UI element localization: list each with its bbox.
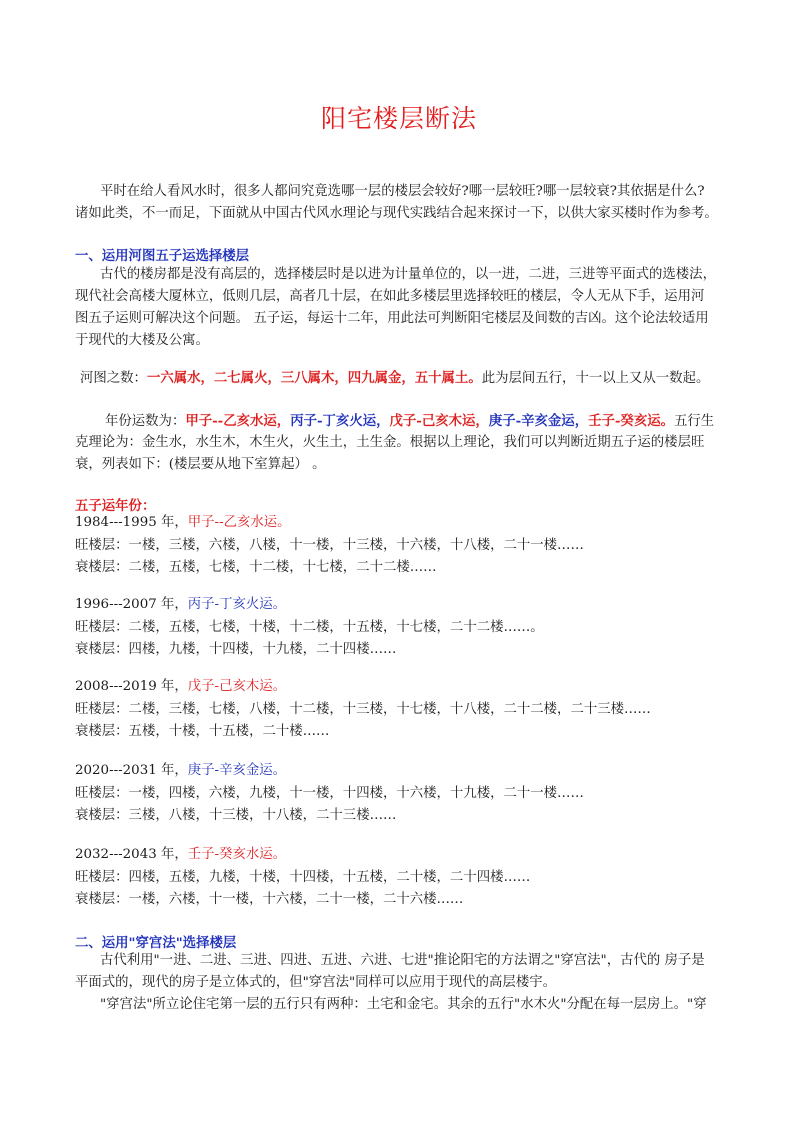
- section1-para-line-4: 于现代的大楼及公寓。: [75, 333, 209, 348]
- wuzi-wang-line: 旺楼层：一楼，三楼，六楼，八楼，十一楼，十三楼，十六楼，十八楼，二十一楼……: [75, 537, 584, 553]
- yun-wood: 戊子-己亥木运，: [389, 413, 489, 429]
- wuzi-shuai-line: 衰楼层：三楼，八楼，十三楼，十八楼，二十三楼……: [75, 808, 397, 823]
- section2-line-1: 古代利用"一进、二进、三进、四进、五进、六进、七进"推论阳宅的方法谓之"穿宫法"，古代的 房子是: [100, 953, 705, 968]
- section2-line-3: "穿宫法"所立论住宅第一层的五行只有两种：土宅和金宅。其余的五行"水木火"分配在每一层房上。"穿: [100, 997, 707, 1012]
- intro-line-2: 诸如此类，不一而足，下面就从中国古代风水理论与现代实践结合起来探讨一下，以供大家买楼时作为参考。: [75, 206, 718, 221]
- wuzi-group-5: [75, 844, 530, 912]
- wuzi-group-2: [75, 594, 544, 662]
- wuzi-yun: 壬子-癸亥水运。: [187, 847, 287, 862]
- section1-para-line-1: 古代的楼房都是没有高层的，选择楼层时是以进为计量单位的，以一进，二进，三进等平面式的选楼法，: [100, 267, 716, 282]
- wuzi-heading: 五子运年份：: [75, 498, 156, 514]
- yun-suffix: 五行生: [674, 414, 715, 429]
- wuzi-group-1: [75, 512, 584, 580]
- yun-water-2: 壬子-癸亥运。: [588, 413, 674, 429]
- wuzi-shuai-line: 衰楼层：四楼，九楼，十四楼，十九楼，二十四楼……: [75, 642, 397, 657]
- wuzi-years: 2008---2019 年，: [75, 679, 188, 694]
- section1-para-line-3: 图五子运则可解决这个问题。 五子运，每运十二年，用此法可判断阳宅楼层及间数的吉凶。这个论法较适用: [75, 311, 709, 326]
- yun-fire: 丙子-丁亥火运，: [290, 413, 390, 429]
- wuzi-yun: 庚子-辛亥金运。: [187, 763, 287, 778]
- wuzi-year-line: [75, 844, 530, 867]
- hetu-suffix: 此为层间五行，十一以上又从一数起。: [481, 371, 710, 386]
- page-title: 阳宅楼层断法: [320, 104, 477, 133]
- wuzi-shuai-line: 衰楼层：一楼，六楼，十一楼，十六楼，二十一楼，二十六楼……: [75, 892, 464, 907]
- section1-heading: 一、运用河图五子运选择楼层: [75, 248, 250, 264]
- yun-water: 甲子--乙亥水运，: [185, 413, 291, 429]
- intro-line-1: 平时在给人看风水时，很多人都问究竟选哪一层的楼层会较好?哪一层较旺?哪一层较衰?其依据是什么?: [100, 184, 705, 199]
- hetu-elements: 一六属水，二七属火，三八属木，四九属金，五十属土。: [146, 370, 482, 386]
- yun-metal: 庚子-辛亥金运，: [488, 413, 589, 429]
- wuzi-yun: 甲子--乙亥水运。: [187, 515, 291, 530]
- wuzi-years: 2020---2031 年，: [75, 763, 188, 778]
- wuzi-yun: 丙子-丁亥火运。: [187, 597, 287, 612]
- wuzi-year-line: [75, 594, 544, 617]
- wuzi-group-3: [75, 676, 651, 744]
- wuzi-group-4: [75, 760, 584, 828]
- wuzi-wang-line: 旺楼层：一楼，四楼，六楼，九楼，十一楼，十四楼，十六楼，十九楼，二十一楼……: [75, 785, 584, 801]
- wuzi-wang-line: 旺楼层：四楼，五楼，九楼，十楼，十四楼，十五楼，二十楼，二十四楼……: [75, 869, 531, 885]
- yun-line-3: 衰，列表如下：(楼层要从地下室算起） 。: [75, 457, 326, 472]
- wuzi-wang-line: 旺楼层：二楼，五楼，七楼，十楼，十二楼，十五楼，十七楼，二十二楼……。: [75, 619, 544, 635]
- wuzi-shuai-line: 衰楼层：二楼，五楼，七楼，十二楼，十七楼，二十二楼……: [75, 560, 437, 575]
- section2-line-2: 平面式的，现代的房子是立体式的，但"穿宫法"同样可以应用于现代的高层楼宇。: [75, 975, 556, 990]
- section2-heading: 二、运用"穿宫法"选择楼层: [75, 935, 237, 951]
- yun-prefix: 年份运数为：: [105, 414, 186, 429]
- yun-line-1: [105, 410, 714, 433]
- wuzi-years: 1996---2007 年，: [75, 597, 188, 612]
- wuzi-years: 2032---2043 年，: [75, 847, 188, 862]
- hetu-line: [80, 367, 709, 390]
- section1-para-line-2: 现代社会高楼大厦林立，低则几层，高者几十层，在如此多楼层里选择较旺的楼层，令人无从下手，运用河: [75, 289, 705, 304]
- wuzi-years: 1984---1995 年，: [75, 515, 188, 530]
- yun-line-2: 克理论为：金生水，水生木，木生火，火生土，土生金。根据以上理论，我们可以判断近期五子运的楼层旺: [75, 435, 705, 450]
- wuzi-year-line: [75, 760, 584, 783]
- wuzi-wang-line: 旺楼层：二楼，三楼，七楼，八楼，十二楼，十三楼，十七楼，十八楼，二十二楼，二十三楼……: [75, 701, 651, 717]
- wuzi-year-line: [75, 676, 651, 699]
- hetu-prefix: 河图之数：: [80, 371, 147, 386]
- wuzi-yun: 戊子-己亥木运。: [187, 679, 287, 694]
- wuzi-year-line: [75, 512, 584, 535]
- wuzi-shuai-line: 衰楼层：五楼，十楼，十五楼，二十楼……: [75, 724, 330, 739]
